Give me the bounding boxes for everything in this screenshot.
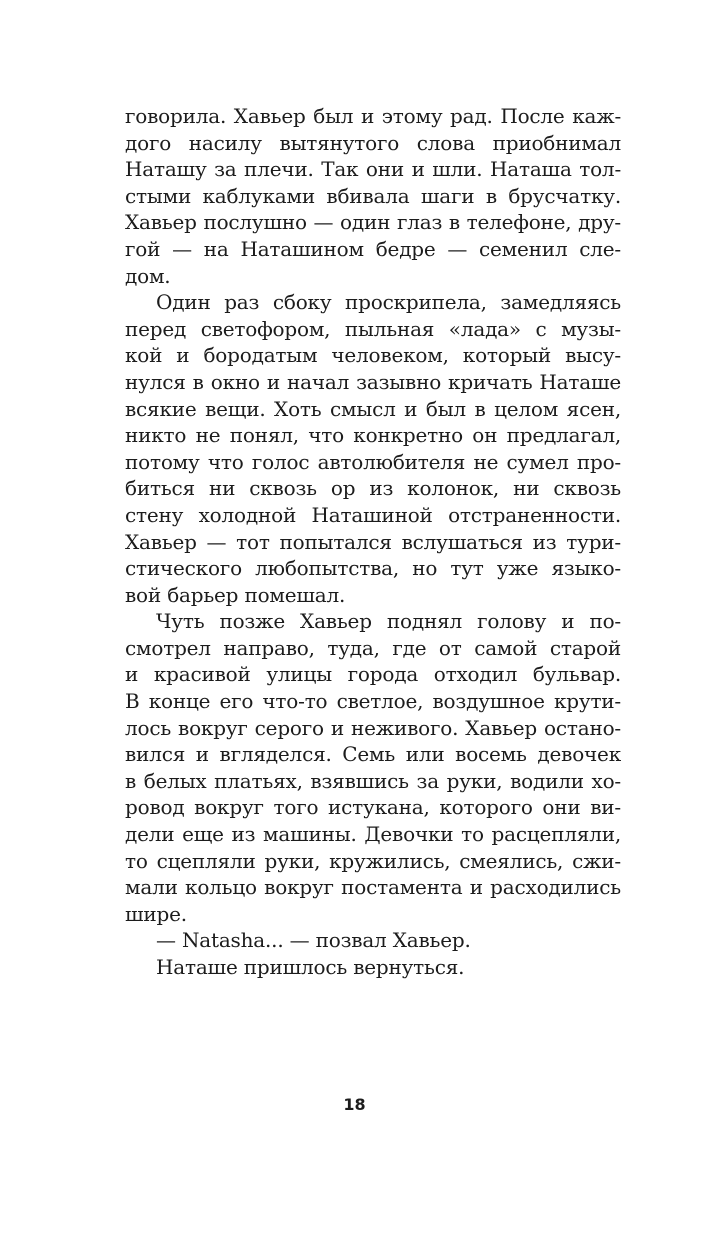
page-number: 18 bbox=[343, 1095, 366, 1114]
text-line: — Natasha... — позвал Хавьер. bbox=[156, 928, 471, 953]
paragraph bbox=[125, 608, 621, 927]
text-line: смотрел направо, туда, где от самой старой bbox=[125, 635, 621, 660]
text-line: шире. bbox=[125, 901, 187, 926]
text-line: мали кольцо вокруг постамента и расходились bbox=[125, 875, 621, 900]
text-line: стического любопытства, но тут уже языко- bbox=[125, 556, 621, 581]
text-line: всякие вещи. Хоть смысл и был в целом ясен, bbox=[125, 396, 621, 421]
text-line: стыми каблуками вбивала шаги в брусчатку. bbox=[125, 183, 621, 208]
text-line: кой и бородатым человеком, который высу- bbox=[125, 343, 621, 368]
text-line: потому что голос автолюбителя не сумел про- bbox=[125, 449, 621, 474]
text-line: вился и вгляделся. Семь или восемь девочек bbox=[125, 742, 621, 767]
text-line: биться ни сквозь ор из колонок, ни сквозь bbox=[125, 476, 621, 501]
text-line: стену холодной Наташиной отстраненности. bbox=[125, 502, 621, 527]
text-line: гой — на Наташином бедре — семенил сле- bbox=[125, 236, 621, 261]
text-line: то сцепляли руки, кружились, смеялись, сжи- bbox=[125, 848, 621, 873]
text-line: и красивой улицы города отходил бульвар. bbox=[125, 662, 621, 687]
text-line: Хавьер послушно — один глаз в телефоне, дру- bbox=[125, 210, 621, 235]
paragraph bbox=[125, 289, 621, 608]
text-line: дели еще из машины. Девочки то расцепляли, bbox=[125, 822, 621, 847]
text-line: нулся в окно и начал зазывно кричать Наташе bbox=[125, 369, 621, 394]
text-line: Наташе пришлось вернуться. bbox=[156, 955, 465, 979]
text-line: ровод вокруг того истукана, которого они ви- bbox=[125, 795, 621, 820]
body-text bbox=[125, 103, 621, 981]
paragraph bbox=[125, 103, 621, 289]
paragraph bbox=[125, 954, 621, 981]
text-line: дом. bbox=[125, 263, 171, 288]
text-line: лось вокруг серого и неживого. Хавьер остано- bbox=[125, 715, 621, 740]
text-line: Наташу за плечи. Так они и шли. Наташа тол- bbox=[125, 157, 621, 182]
text-line: в белых платьях, взявшись за руки, водили хо- bbox=[125, 768, 621, 793]
text-line: Хавьер — тот попытался вслушаться из тури- bbox=[125, 529, 621, 554]
text-line: вой барьер помешал. bbox=[125, 582, 346, 607]
text-line: никто не понял, что конкретно он предлагал, bbox=[125, 423, 621, 448]
text-line: В конце его что-то светлое, воздушное крути- bbox=[125, 689, 621, 714]
text-line: говорила. Хавьер был и этому рад. После каж- bbox=[125, 104, 621, 128]
text-line: Чуть позже Хавьер поднял голову и по- bbox=[156, 609, 621, 634]
paragraph bbox=[125, 927, 621, 954]
text-line: Один раз сбоку проскрипела, замедляясь bbox=[156, 290, 621, 315]
text-line: перед светофором, пыльная «лада» с музы- bbox=[125, 316, 621, 341]
text-line: дого насилу вытянутого слова приобнимал bbox=[125, 130, 621, 155]
